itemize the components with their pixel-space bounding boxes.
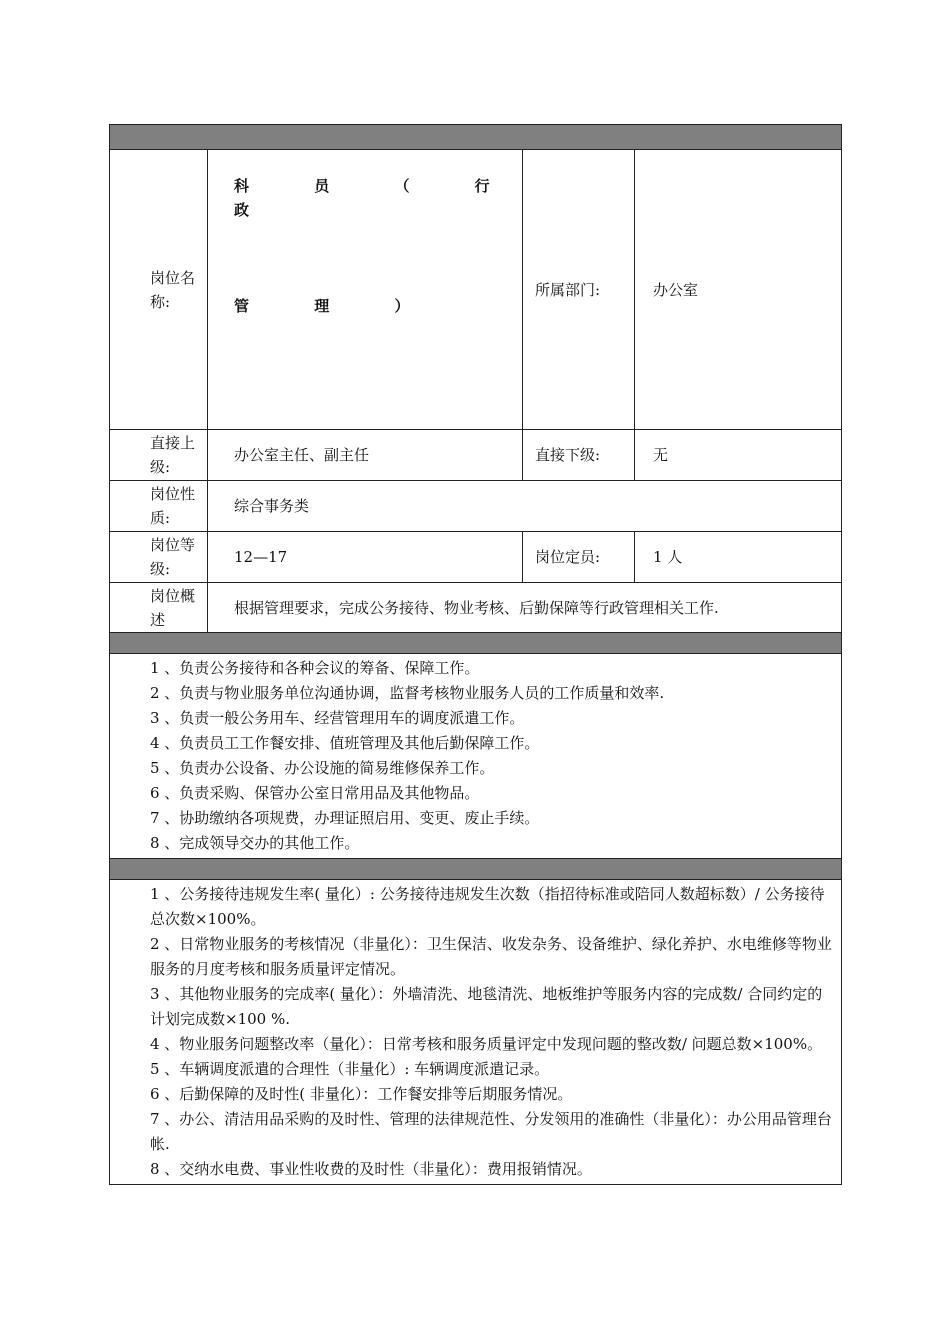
row-nature [110,481,842,532]
department-label: 所属部门: [523,150,635,430]
header-bar-duties [110,633,842,654]
row-position-name [110,150,842,430]
duty-item: 6 、负责采购、保管办公室日常用品及其他物品。 [150,784,480,802]
grade-value: 12—17 [208,532,523,583]
duty-item: 4 、负责员工工作餐安排、值班管理及其他后勤保障工作。 [150,734,540,752]
superior-value: 办公室主任、副主任 [208,430,523,481]
nature-value: 综合事务类 [208,481,842,532]
kpi-item: 2 、日常物业服务的考核情况（非量化）：卫生保洁、收发杂务、设备维护、绿化养护、水电维修等物业服务的月度考核和服务质量评定情况。 [150,935,832,978]
job-description-form [109,124,841,1185]
kpi-list [110,880,842,1185]
summary-label: 岗位概述 [110,583,208,633]
kpi-item: 4 、物业服务问题整改率（量化）：日常考核和服务质量评定中发现问题的整改数/ 问题总数×100%。 [150,1035,823,1053]
nature-label: 岗位性质: [110,481,208,532]
row-grade [110,532,842,583]
headcount-value: 1 人 [635,532,842,583]
kpi-item: 5 、车辆调度派遣的合理性（非量化）: 车辆调度派遣记录。 [150,1060,550,1078]
duties-list [110,654,842,859]
kpi-item: 1 、公务接待违规发生率( 量化）: 公务接待违规发生次数（指招待标准或陪同人数超标数）/ 公务接待总次数×100%。 [150,885,825,928]
position-title-line-2: 管 理 ） [234,297,440,315]
header-bar-basic [110,125,842,150]
duty-item: 3 、负责一般公务用车、经营管理用车的调度派遣工作。 [150,709,525,727]
summary-value: 根据管理要求，完成公务接待、物业考核、后勤保障等行政管理相关工作. [208,583,842,633]
grade-label: 岗位等级: [110,532,208,583]
form-table [109,124,842,1185]
duty-item: 5 、负责办公设备、办公设施的简易维修保养工作。 [150,759,495,777]
headcount-label: 岗位定员: [523,532,635,583]
row-superior [110,430,842,481]
header-bar-kpis [110,859,842,880]
subordinate-label: 直接下级: [523,430,635,481]
position-name-label: 岗位名称: [110,150,208,430]
duty-item: 2 、负责与物业服务单位沟通协调，监督考核物业服务人员的工作质量和效率. [150,684,665,702]
superior-label: 直接上级: [110,430,208,481]
duty-item: 1 、负责公务接待和各种会议的筹备、保障工作。 [150,659,480,677]
row-kpis [110,880,842,1185]
row-summary [110,583,842,633]
kpi-item: 8 、交纳水电费、事业性收费的及时性（非量化）：费用报销情况。 [150,1160,592,1178]
subordinate-value: 无 [635,430,842,481]
kpi-item: 7 、办公、清洁用品采购的及时性、管理的法律规范性、分发领用的准确性（非量化）：办公用品管理台帐. [150,1110,832,1153]
duty-item: 8 、完成领导交办的其他工作。 [150,834,360,852]
position-name-value [208,150,523,430]
row-duties [110,654,842,859]
duty-item: 7 、协助缴纳各项规费，办理证照启用、变更、废止手续。 [150,809,540,827]
kpi-item: 3 、其他物业服务的完成率( 量化）：外墙清洗、地毯清洗、地板维护等服务内容的完成数/ 合同约定的计划完成数×100 %. [150,985,823,1028]
department-value: 办公室 [635,150,842,430]
position-title-line-1: 科 员 （ 行 政 [234,177,520,219]
kpi-item: 6 、后勤保障的及时性( 非量化）：工作餐安排等后期服务情况。 [150,1085,573,1103]
